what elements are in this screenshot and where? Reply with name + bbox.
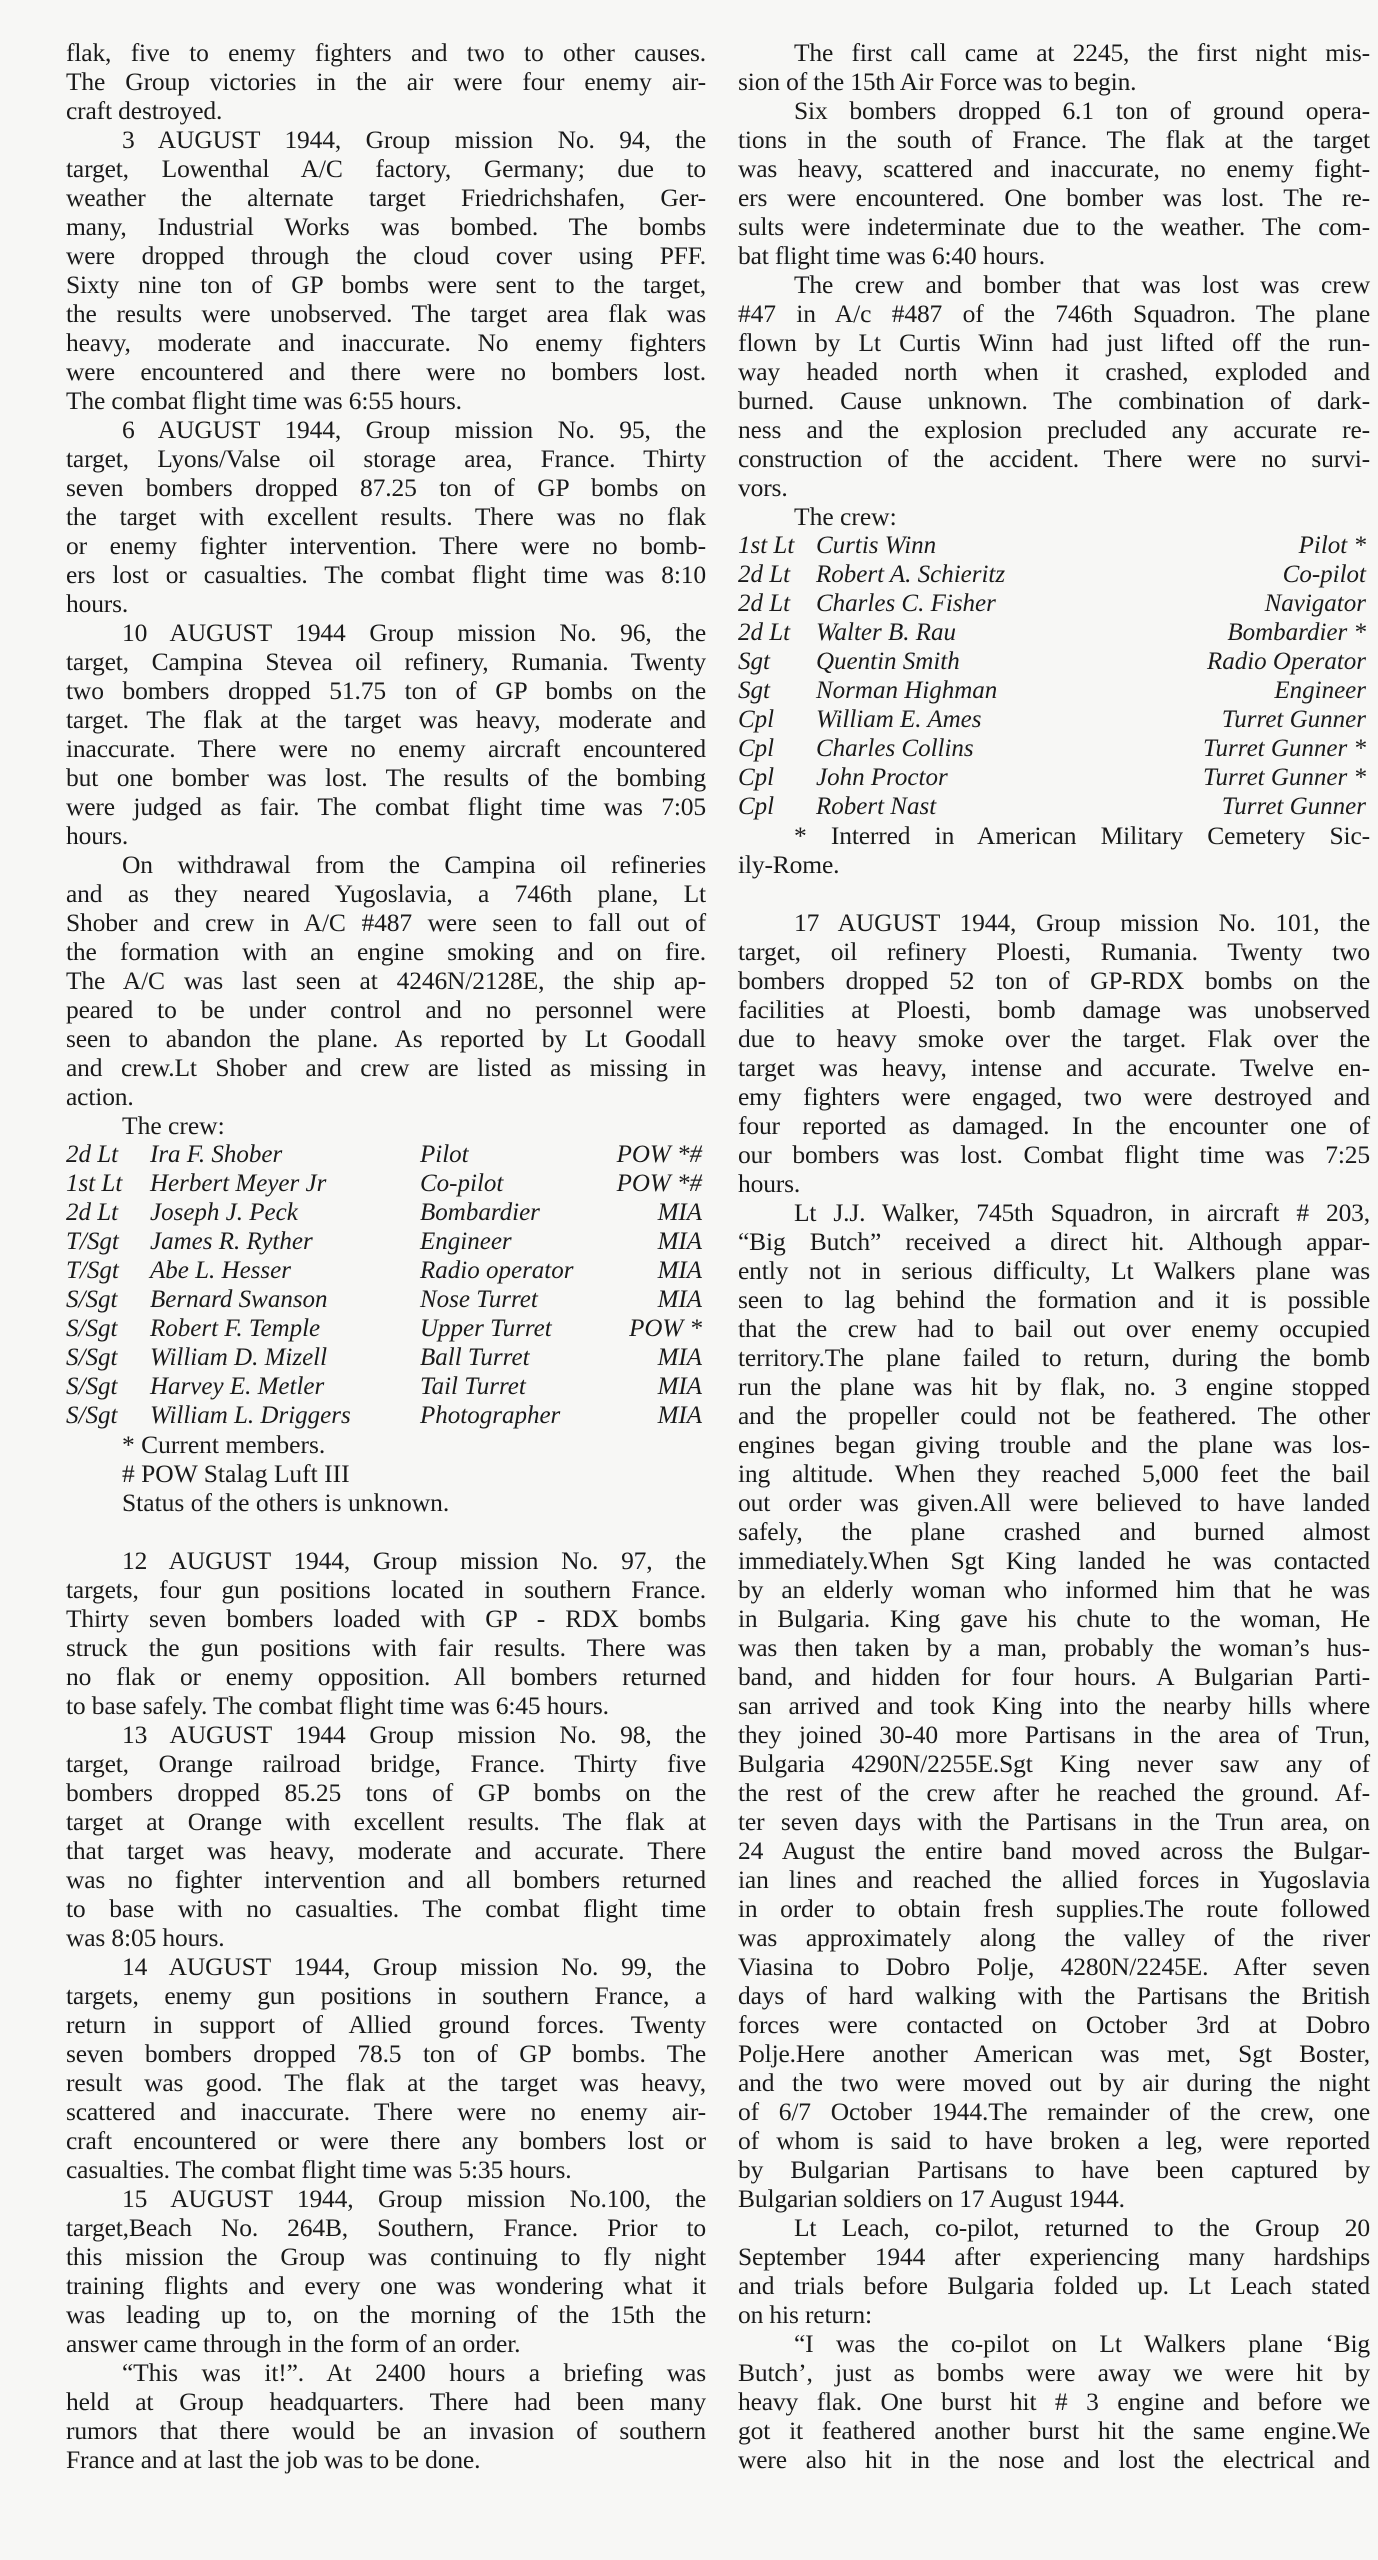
text-line: construction of the accident. There were no survi-	[738, 444, 1370, 473]
text-line: craft encountered or were there any bombers lost or	[66, 2126, 706, 2155]
text-line: due to heavy smoke over the target. Flak over the	[738, 1024, 1370, 1053]
text-line: heavy, moderate and inaccurate. No enemy fighters	[66, 328, 706, 357]
crew-name: Charles C. Fisher	[816, 590, 996, 617]
crew-name: Charles Collins	[816, 735, 974, 762]
crew-row	[738, 676, 1370, 705]
spacer	[738, 879, 1370, 908]
text-line: peared to be under control and no personnel were	[66, 995, 706, 1024]
text-line: emy fighters were engaged, two were destroyed and	[738, 1082, 1370, 1111]
text-line: The crew and bomber that was lost was crew	[794, 270, 1370, 299]
crew-name: Norman Highman	[816, 677, 998, 704]
crew-rank: 2d Lt	[738, 561, 791, 588]
text-line: two bombers dropped 51.75 ton of GP bombs on the	[66, 676, 706, 705]
paragraph	[66, 415, 706, 618]
text-line: target was heavy, intense and accurate. Twelve en-	[738, 1053, 1370, 1082]
crew-row	[66, 1343, 706, 1372]
text-line: bombers dropped 85.25 tons of GP bombs on the	[66, 1778, 706, 1807]
text-line: burned. Cause unknown. The combination of dark-	[738, 386, 1370, 415]
text-line: but one bomber was lost. The results of the bombing	[66, 763, 706, 792]
note-line: Status of the others is unknown.	[122, 1488, 450, 1517]
paragraph	[738, 821, 1370, 879]
text-line: this mission the Group was continuing to fly night	[66, 2242, 706, 2271]
text-line: forces were contacted on October 3rd at Dobro	[738, 2010, 1370, 2039]
text-line: Polje.Here another American was met, Sgt Boster,	[738, 2039, 1370, 2068]
text-line: hours.	[738, 1169, 801, 1198]
paragraph	[66, 1952, 706, 2184]
text-line: On withdrawal from the Campina oil refineries	[122, 850, 706, 879]
text-line: sults were indeterminate due to the weather. The com-	[738, 212, 1370, 241]
paragraph	[66, 38, 706, 125]
paragraph	[738, 1198, 1370, 2213]
paragraph	[66, 618, 706, 850]
crew-role: Turret Gunner *	[1203, 764, 1366, 791]
text-line: seven bombers dropped 87.25 ton of GP bombs on	[66, 473, 706, 502]
crew-rank: S/Sgt	[66, 1286, 118, 1313]
text-line: was approximately along the valley of the river	[738, 1923, 1370, 1952]
crew-role: Upper Turret	[420, 1315, 552, 1342]
crew-rank: Cpl	[738, 764, 775, 791]
text-line: return in support of Allied ground forces. Twenty	[66, 2010, 706, 2039]
crew-list	[66, 1140, 706, 1430]
crew-rank: 1st Lt	[66, 1170, 123, 1197]
crew-name: William L. Driggers	[150, 1402, 351, 1429]
text-line: 17 AUGUST 1944, Group mission No. 101, the	[794, 908, 1370, 937]
text-line: target, Campina Stevea oil refinery, Rumania. Twenty	[66, 647, 706, 676]
text-line: were dropped through the cloud cover using PFF.	[66, 241, 706, 270]
text-line: in order to obtain fresh supplies.The route followed	[738, 1894, 1370, 1923]
text-line: no flak or enemy opposition. All bombers returned	[66, 1662, 706, 1691]
crew-row	[66, 1285, 706, 1314]
text-line: ian lines and reached the allied forces in Yugoslavia	[738, 1865, 1370, 1894]
crew-row	[738, 560, 1370, 589]
crew-row	[738, 792, 1370, 821]
crew-role: Photographer	[420, 1402, 561, 1429]
crew-name: Harvey E. Metler	[150, 1373, 325, 1400]
paragraph	[66, 125, 706, 415]
crew-row	[738, 589, 1370, 618]
crew-row	[66, 1401, 706, 1430]
crew-name: Robert A. Schieritz	[816, 561, 1006, 588]
text-line: 6 AUGUST 1944, Group mission No. 95, the	[122, 415, 706, 444]
crew-rank: S/Sgt	[66, 1315, 118, 1342]
right-column	[738, 38, 1370, 2474]
text-line: training flights and every one was wondering what it	[66, 2271, 706, 2300]
text-line: target, oil refinery Ploesti, Rumania. Twenty two	[738, 937, 1370, 966]
text-line: run the plane was hit by flak, no. 3 engine stopped	[738, 1372, 1370, 1401]
text-line: target. The flak at the target was heavy, moderate and	[66, 705, 706, 734]
text-line: seen to lag behind the formation and it is possible	[738, 1285, 1370, 1314]
crew-row	[738, 763, 1370, 792]
text-line: Viasina to Dobro Polje, 4280N/2245E. After seven	[738, 1952, 1370, 1981]
text-line: 15 AUGUST 1944, Group mission No.100, the	[122, 2184, 706, 2213]
paragraph	[738, 2329, 1370, 2474]
crew-status: MIA	[657, 1344, 702, 1371]
text-line: France and at last the job was to be done.	[66, 2445, 481, 2474]
text-line: ing altitude. When they reached 5,000 feet the bail	[738, 1459, 1370, 1488]
text-line: 24 August the entire band moved across the Bulgar-	[738, 1836, 1370, 1865]
text-line: way headed north when it crashed, exploded and	[738, 357, 1370, 386]
text-line: to base safely. The combat flight time was 6:45 hours.	[66, 1691, 609, 1720]
crew-rank: 2d Lt	[66, 1141, 119, 1168]
crew-role: Engineer	[420, 1228, 512, 1255]
text-line: the target with excellent results. There was no flak	[66, 502, 706, 531]
crew-role: Radio Operator	[1206, 648, 1366, 675]
crew-status: MIA	[657, 1402, 702, 1429]
crew-status: MIA	[657, 1199, 702, 1226]
text-line: Lt Leach, co-pilot, returned to the Group 20	[794, 2213, 1370, 2242]
crew-rank: Sgt	[738, 648, 770, 675]
crew-row	[738, 705, 1370, 734]
crew-rank: T/Sgt	[66, 1228, 119, 1255]
text-line: to base with no casualties. The combat flight time	[66, 1894, 706, 1923]
text-line: weather the alternate target Friedrichshafen, Ger-	[66, 183, 706, 212]
crew-row	[738, 647, 1370, 676]
paragraph	[66, 2184, 706, 2358]
crew-name: Curtis Winn	[816, 532, 937, 559]
text-line: facilities at Ploesti, bomb damage was unobserved	[738, 995, 1370, 1024]
crew-role: Tail Turret	[420, 1373, 526, 1400]
crew-role: Turret Gunner *	[1203, 735, 1366, 762]
note-line: The crew:	[794, 502, 897, 531]
note-line: # POW Stalag Luft III	[122, 1459, 350, 1488]
text-line: The A/C was last seen at 4246N/2128E, the ship ap-	[66, 966, 706, 995]
crew-name: William D. Mizell	[150, 1344, 328, 1371]
text-line: was heavy, scattered and inaccurate, no enemy fight-	[738, 154, 1370, 183]
crew-name: Quentin Smith	[816, 648, 960, 675]
text-line: the rest of the crew after he reached the ground. Af-	[738, 1778, 1370, 1807]
paragraph	[738, 96, 1370, 270]
text-line: The combat flight time was 6:55 hours.	[66, 386, 462, 415]
text-line: #47 in A/c #487 of the 746th Squadron. The plane	[738, 299, 1370, 328]
crew-role: Navigator	[1264, 590, 1366, 617]
text-line: were judged as fair. The combat flight time was 7:05	[66, 792, 706, 821]
text-line: was then taken by a man, probably the woman’s hus-	[738, 1633, 1370, 1662]
crew-name: Robert F. Temple	[150, 1315, 321, 1342]
crew-rank: T/Sgt	[66, 1257, 119, 1284]
note-line: The crew:	[122, 1111, 225, 1140]
text-line: * Interred in American Military Cemetery Sic-	[794, 821, 1370, 850]
crew-name: Walter B. Rau	[816, 619, 957, 646]
crew-role: Pilot *	[1298, 532, 1366, 559]
text-line: Thirty seven bombers loaded with GP - RDX bombs	[66, 1604, 706, 1633]
crew-name: Herbert Meyer Jr	[150, 1170, 327, 1197]
text-line: and as they neared Yugoslavia, a 746th plane, Lt	[66, 879, 706, 908]
crew-row	[66, 1198, 706, 1227]
text-line: sion of the 15th Air Force was to begin.	[738, 67, 1137, 96]
text-line: or enemy fighter intervention. There were no bomb-	[66, 531, 706, 560]
crew-role: Pilot	[420, 1141, 469, 1168]
text-line: got it feathered another burst hit the same engine.We	[738, 2416, 1370, 2445]
text-line: band, and hidden for four hours. A Bulgarian Parti-	[738, 1662, 1370, 1691]
text-line: was 8:05 hours.	[66, 1923, 225, 1952]
crew-status: MIA	[657, 1257, 702, 1284]
text-line: the formation with an engine smoking and on fire.	[66, 937, 706, 966]
text-line: of 6/7 October 1944.The remainder of the crew, one	[738, 2097, 1370, 2126]
crew-rank: Cpl	[738, 735, 775, 762]
crew-rank: S/Sgt	[66, 1402, 118, 1429]
text-line: four reported as damaged. In the encounter one of	[738, 1111, 1370, 1140]
text-line: target, Orange railroad bridge, France. Thirty five	[66, 1749, 706, 1778]
paragraph	[738, 38, 1370, 96]
paragraph	[66, 1720, 706, 1952]
text-line: September 1944 after experiencing many hardships	[738, 2242, 1370, 2271]
crew-row	[66, 1140, 706, 1169]
text-line: that target was heavy, moderate and accurate. There	[66, 1836, 706, 1865]
paragraph	[66, 850, 706, 1111]
text-line: seen to abandon the plane. As reported by Lt Goodall	[66, 1024, 706, 1053]
crew-row	[66, 1314, 706, 1343]
text-line: “Big Butch” received a direct hit. Although appar-	[738, 1227, 1370, 1256]
crew-rank: 2d Lt	[738, 619, 791, 646]
paragraph	[66, 2358, 706, 2474]
text-line: hours.	[66, 821, 129, 850]
crew-row	[738, 618, 1370, 647]
text-line: flown by Lt Curtis Winn had just lifted off the run-	[738, 328, 1370, 357]
text-line: and the propeller could not be feathered. The other	[738, 1401, 1370, 1430]
text-line: out order was given.All were believed to have landed	[738, 1488, 1370, 1517]
crew-rank: 1st Lt	[738, 532, 795, 559]
crew-name: John Proctor	[816, 764, 948, 791]
text-line: Shober and crew in A/C #487 were seen to fall out of	[66, 908, 706, 937]
text-line: 14 AUGUST 1944, Group mission No. 99, the	[122, 1952, 706, 1981]
text-line: ently not in serious difficulty, Lt Walkers plane was	[738, 1256, 1370, 1285]
text-line: ness and the explosion precluded any accurate re-	[738, 415, 1370, 444]
text-line: targets, enemy gun positions in southern France, a	[66, 1981, 706, 2010]
crew-rank: S/Sgt	[66, 1344, 118, 1371]
crew-row	[738, 734, 1370, 763]
text-line: rumors that there would be an invasion of southern	[66, 2416, 706, 2445]
paragraph	[738, 2213, 1370, 2329]
text-line: was leading up to, on the morning of the 15th the	[66, 2300, 706, 2329]
crew-role: Radio operator	[420, 1257, 574, 1284]
text-line: The Group victories in the air were four enemy air-	[66, 67, 706, 96]
text-line: on his return:	[738, 2300, 872, 2329]
text-line: our bombers was lost. Combat flight time was 7:25	[738, 1140, 1370, 1169]
text-line: territory.The plane failed to return, during the bomb	[738, 1343, 1370, 1372]
text-line: ers lost or casualties. The combat flight time was 8:10	[66, 560, 706, 589]
crew-rank: 2d Lt	[66, 1199, 119, 1226]
text-line: 10 AUGUST 1944 Group mission No. 96, the	[122, 618, 706, 647]
text-line: Sixty nine ton of GP bombs were sent to the target,	[66, 270, 706, 299]
spacer	[66, 1517, 706, 1546]
text-line: of whom is said to have broken a leg, were reported	[738, 2126, 1370, 2155]
crew-name: James R. Ryther	[150, 1228, 313, 1255]
text-line: seven bombers dropped 78.5 ton of GP bombs. The	[66, 2039, 706, 2068]
crew-role: Ball Turret	[420, 1344, 530, 1371]
crew-role: Bombardier	[420, 1199, 540, 1226]
paragraph	[738, 270, 1370, 502]
crew-status: MIA	[657, 1286, 702, 1313]
text-line: days of hard walking with the Partisans the British	[738, 1981, 1370, 2010]
text-line: ers were encountered. One bomber was lost. The re-	[738, 183, 1370, 212]
text-line: vors.	[738, 473, 788, 502]
crew-name: Joseph J. Peck	[150, 1199, 298, 1226]
text-line: heavy flak. One burst hit # 3 engine and before we	[738, 2387, 1370, 2416]
left-column	[66, 38, 706, 2474]
text-line: was no fighter intervention and all bombers returned	[66, 1865, 706, 1894]
crew-row	[66, 1256, 706, 1285]
crew-name: William E. Ames	[816, 706, 982, 733]
text-line: flak, five to enemy fighters and two to other causes.	[66, 38, 706, 67]
text-line: The first call came at 2245, the first night mis-	[794, 38, 1370, 67]
text-line: Six bombers dropped 6.1 ton of ground opera-	[794, 96, 1370, 125]
text-line: immediately.When Sgt King landed he was contacted	[738, 1546, 1370, 1575]
crew-list	[738, 531, 1370, 821]
text-line: “I was the co-pilot on Lt Walkers plane ‘Big	[794, 2329, 1370, 2358]
text-line: “This was it!”. At 2400 hours a briefing was	[122, 2358, 706, 2387]
crew-name: Bernard Swanson	[150, 1286, 328, 1313]
crew-row	[66, 1169, 706, 1198]
text-line: 3 AUGUST 1944, Group mission No. 94, the	[122, 125, 706, 154]
text-line: many, Industrial Works was bombed. The bombs	[66, 212, 706, 241]
crew-rank: 2d Lt	[738, 590, 791, 617]
text-line: in Bulgaria. King gave his chute to the woman, He	[738, 1604, 1370, 1633]
text-line: 13 AUGUST 1944 Group mission No. 98, the	[122, 1720, 706, 1749]
crew-rank: Cpl	[738, 793, 775, 820]
crew-role: Co-pilot	[1282, 561, 1366, 588]
crew-role: Turret Gunner	[1221, 706, 1366, 733]
crew-rank: Cpl	[738, 706, 775, 733]
text-line: target at Orange with excellent results. The flak at	[66, 1807, 706, 1836]
text-line: Bulgaria 4290N/2255E.Sgt King never saw any of	[738, 1749, 1370, 1778]
text-line: they joined 30-40 more Partisans in the area of Trun,	[738, 1720, 1370, 1749]
crew-name: Ira F. Shober	[150, 1141, 283, 1168]
text-line: targets, four gun positions located in southern France.	[66, 1575, 706, 1604]
crew-row	[66, 1372, 706, 1401]
crew-status: POW *#	[616, 1141, 702, 1168]
crew-name: Robert Nast	[816, 793, 937, 820]
crew-status: POW *	[629, 1315, 702, 1342]
crew-role: Co-pilot	[420, 1170, 504, 1197]
text-line: target, Lowenthal A/C factory, Germany; due to	[66, 154, 706, 183]
text-line: held at Group headquarters. There had been many	[66, 2387, 706, 2416]
text-line: answer came through in the form of an order.	[66, 2329, 521, 2358]
text-line: Butch’, just as bombs were away we were hit by	[738, 2358, 1370, 2387]
text-line: by an elderly woman who informed him that he was	[738, 1575, 1370, 1604]
crew-role: Engineer	[1274, 677, 1366, 704]
text-line: target, Lyons/Valse oil storage area, France. Thirty	[66, 444, 706, 473]
crew-name: Abe L. Hesser	[150, 1257, 291, 1284]
text-line: the results were unobserved. The target area flak was	[66, 299, 706, 328]
text-line: ily-Rome.	[738, 850, 840, 879]
text-line: 12 AUGUST 1944, Group mission No. 97, the	[122, 1546, 706, 1575]
crew-role: Nose Turret	[420, 1286, 538, 1313]
text-line: bombers dropped 52 ton of GP-RDX bombs on the	[738, 966, 1370, 995]
crew-row	[738, 531, 1370, 560]
text-line: san arrived and took King into the nearby hills where	[738, 1691, 1370, 1720]
crew-row	[66, 1227, 706, 1256]
text-line: by Bulgarian Partisans to have been captured by	[738, 2155, 1370, 2184]
crew-role: Turret Gunner	[1221, 793, 1366, 820]
text-line: engines began giving trouble and the plane was los-	[738, 1430, 1370, 1459]
note-line: * Current members.	[122, 1430, 326, 1459]
text-line: hours.	[66, 589, 129, 618]
crew-status: MIA	[657, 1228, 702, 1255]
text-line: bat flight time was 6:40 hours.	[738, 241, 1045, 270]
crew-status: POW *#	[616, 1170, 702, 1197]
text-line: struck the gun positions with fair results. There was	[66, 1633, 706, 1662]
text-line: and the two were moved out by air during the night	[738, 2068, 1370, 2097]
text-line: and crew.Lt Shober and crew are listed as missing in	[66, 1053, 706, 1082]
text-line: were also hit in the nose and lost the electrical and	[738, 2445, 1370, 2474]
text-line: safely, the plane crashed and burned almost	[738, 1517, 1370, 1546]
crew-status: MIA	[657, 1373, 702, 1400]
text-line: and trials before Bulgaria folded up. Lt Leach stated	[738, 2271, 1370, 2300]
text-line: target,Beach No. 264B, Southern, France. Prior to	[66, 2213, 706, 2242]
text-line: Bulgarian soldiers on 17 August 1944.	[738, 2184, 1125, 2213]
text-line: scattered and inaccurate. There were no enemy air-	[66, 2097, 706, 2126]
text-line: craft destroyed.	[66, 96, 223, 125]
text-line: action.	[66, 1082, 134, 1111]
text-line: result was good. The flak at the target was heavy,	[66, 2068, 706, 2097]
paragraph	[66, 1546, 706, 1720]
text-line: tions in the south of France. The flak at the target	[738, 125, 1370, 154]
text-line: casualties. The combat flight time was 5:35 hours.	[66, 2155, 572, 2184]
text-line: that the crew had to bail out over enemy occupied	[738, 1314, 1370, 1343]
text-line: inaccurate. There were no enemy aircraft encountered	[66, 734, 706, 763]
text-line: Lt J.J. Walker, 745th Squadron, in aircraft # 203,	[794, 1198, 1370, 1227]
crew-rank: Sgt	[738, 677, 770, 704]
crew-rank: S/Sgt	[66, 1373, 118, 1400]
paragraph	[738, 908, 1370, 1198]
text-line: ter seven days with the Partisans in the Trun area, on	[738, 1807, 1370, 1836]
text-line: were encountered and there were no bombers lost.	[66, 357, 706, 386]
crew-role: Bombardier *	[1227, 619, 1366, 646]
